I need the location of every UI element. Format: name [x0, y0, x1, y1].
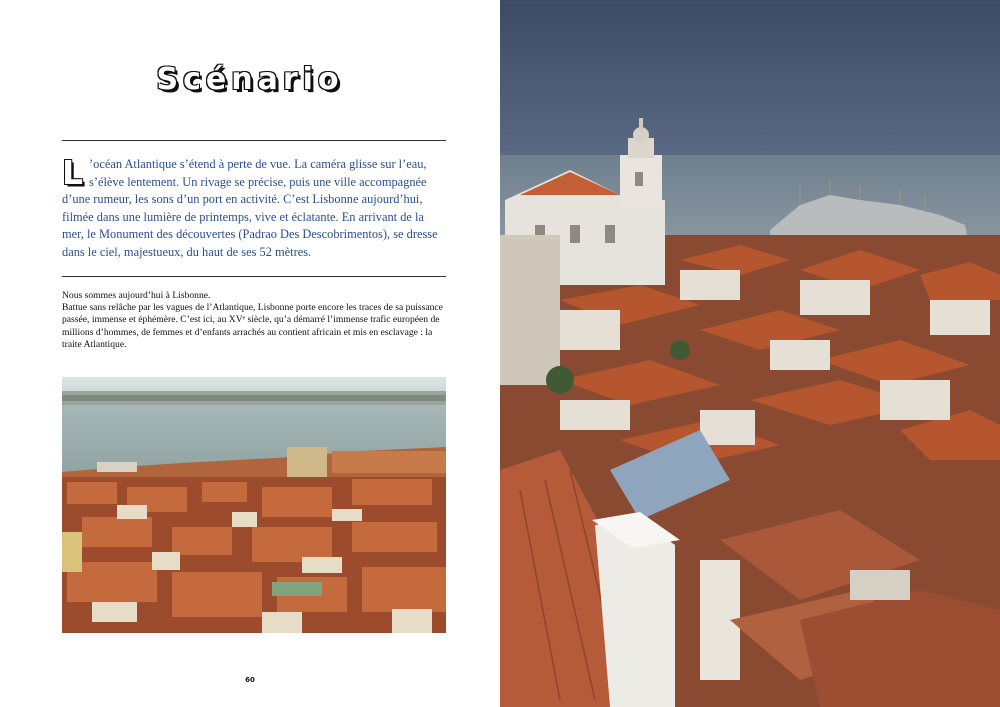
- body-text: [62, 290, 446, 351]
- body-line-1: Nous sommes aujourd’hui à Lisbonne.: [62, 290, 211, 301]
- lisbon-harbor-photo: [62, 377, 446, 633]
- body-line-2: Battue sans relâche par les vagues de l’Atlantique, Lisbonne porte encore les traces de sa puissance passée, immense et éphémère. C’est ici, au XVᵉ siècle, qu’a démarré l’immense trafic européen de millions d’hommes, de femmes et d’enfants arrachés au contient africain et mis en esclavage : la traite Atlantique.: [62, 302, 443, 350]
- intro-paragraph: [62, 153, 446, 262]
- lisbon-rooftops-photo: [500, 0, 1000, 707]
- intro-text: ’océan Atlantique s’étend à perte de vue. La caméra glisse sur l’eau, s’élève lentement. Un rivage se précise, puis une ville accompagnée d’une rumeur, les sons d’un port en activité. C’est Lisbonne aujourd’hui, filmée dans une lumière de printemps, vive et éclatante. En arrivant de la mer, le Monument des découvertes (Padrao Des Descobrimentos), se dresse dans le ciel, majestueux, du haut de ses 52 mètres.: [62, 157, 438, 259]
- middle-rule: [62, 276, 446, 277]
- page-number: 60: [245, 676, 255, 684]
- drop-cap: L: [62, 153, 84, 192]
- page-title: Scénario: [156, 62, 344, 97]
- top-rule: [62, 140, 446, 141]
